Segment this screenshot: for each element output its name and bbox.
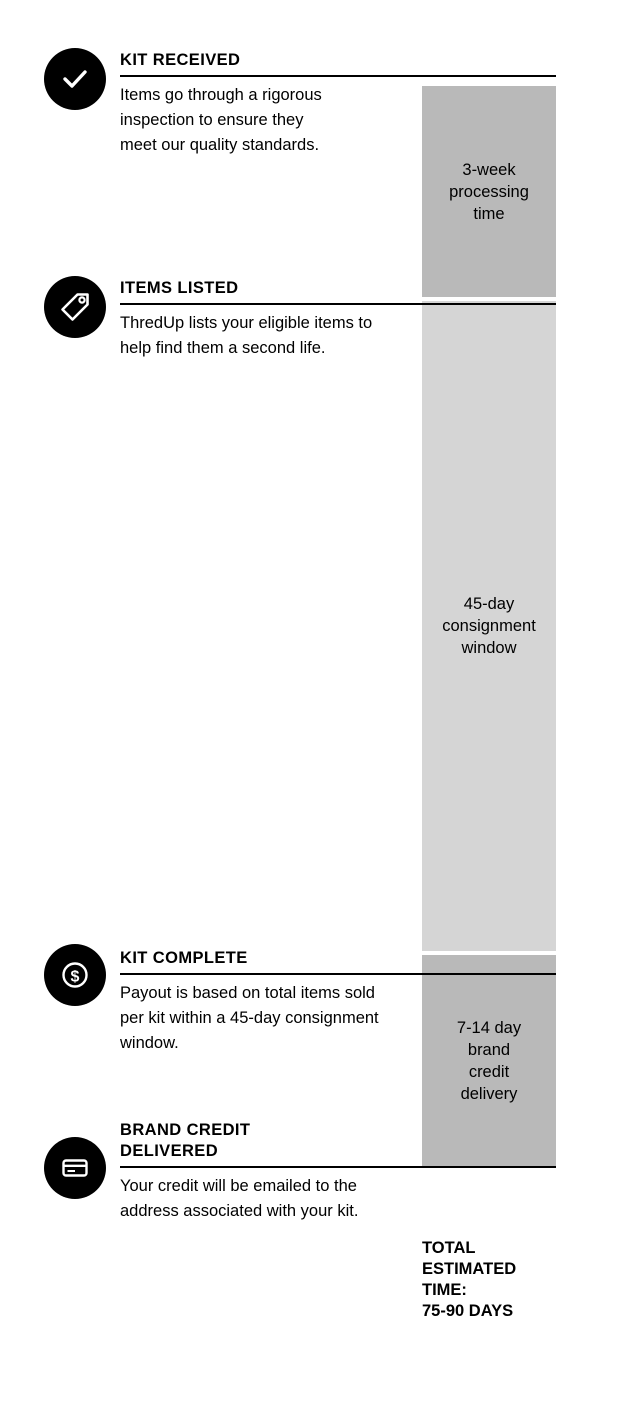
price-tag-icon-badge — [44, 276, 106, 338]
total-time-line: 75-90 DAYS — [422, 1302, 514, 1320]
step-items-listed — [120, 278, 556, 361]
step-kit-received-description: Items go through a rigorous inspection to ensure they meet our quality standards. — [120, 86, 322, 154]
timing-bar-consignment — [422, 301, 556, 951]
step-brand-credit-title — [120, 1120, 320, 1162]
timing-line: processing — [449, 182, 529, 201]
step-divider — [120, 75, 556, 77]
dollar-coin-icon-badge — [44, 944, 106, 1006]
svg-text:$: $ — [70, 968, 80, 986]
dollar-coin-icon — [57, 957, 93, 993]
step-brand-credit-description: Your credit will be emailed to the address associated with your kit. — [120, 1177, 359, 1220]
step-brand-credit-title-line: DELIVERED — [120, 1142, 219, 1160]
check-icon-badge — [44, 48, 106, 110]
step-divider — [120, 303, 556, 305]
total-estimated-time — [422, 1238, 572, 1322]
timing-line: time — [473, 204, 505, 223]
step-kit-complete — [120, 948, 556, 1056]
timing-line: brand — [467, 1040, 511, 1059]
price-tag-icon — [57, 289, 93, 325]
timing-line: consignment — [442, 617, 536, 635]
timing-line: 7-14 day — [456, 1018, 522, 1037]
total-time-line: TOTAL — [422, 1239, 476, 1257]
timing-line: 45-day — [463, 595, 515, 613]
step-divider — [120, 1166, 556, 1168]
timing-line: window — [461, 639, 517, 657]
check-icon — [58, 62, 92, 96]
timing-bar-consignment-label — [442, 593, 536, 659]
timing-bar-processing-label — [449, 159, 529, 225]
step-kit-received-title: KIT RECEIVED — [120, 51, 241, 69]
step-items-listed-description: ThredUp lists your eligible items to help find them a second life. — [120, 314, 373, 357]
step-kit-complete-description: Payout is based on total items sold per kit within a 45-day consignment window. — [120, 984, 379, 1052]
timing-line: delivery — [460, 1084, 518, 1103]
credit-card-icon-badge — [44, 1137, 106, 1199]
credit-card-icon — [57, 1150, 93, 1186]
total-time-line: ESTIMATED — [422, 1260, 517, 1278]
step-brand-credit-delivered — [120, 1120, 556, 1224]
step-items-listed-title: ITEMS LISTED — [120, 279, 239, 297]
step-brand-credit-title-line: BRAND CREDIT — [120, 1121, 251, 1139]
timing-line: 3-week — [462, 160, 516, 179]
step-kit-complete-title: KIT COMPLETE — [120, 949, 248, 967]
step-divider — [120, 973, 556, 975]
step-kit-received — [120, 50, 556, 158]
total-time-line: TIME: — [422, 1281, 467, 1299]
timing-line: credit — [468, 1062, 510, 1081]
